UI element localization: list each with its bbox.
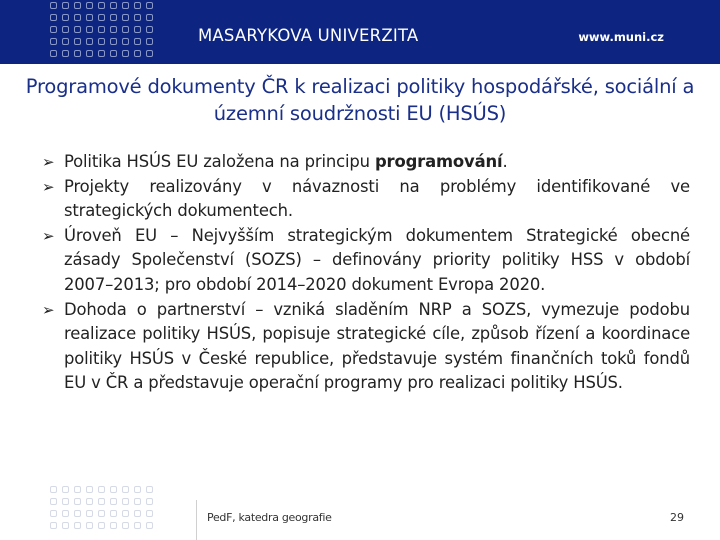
logo-dot xyxy=(110,498,117,505)
logo-dot xyxy=(134,522,141,529)
logo-dot xyxy=(74,522,81,529)
logo-dot xyxy=(62,522,69,529)
logo-dot xyxy=(134,38,141,45)
logo-dot xyxy=(122,2,129,9)
logo-dot xyxy=(110,2,117,9)
logo-dot xyxy=(110,510,117,517)
footer-dot-grid xyxy=(50,486,170,540)
logo-dot xyxy=(110,522,117,529)
logo-dot xyxy=(110,26,117,33)
bullet-list xyxy=(42,150,690,396)
logo-dot xyxy=(62,2,69,9)
logo-dot xyxy=(146,510,153,517)
logo-dot xyxy=(122,486,129,493)
logo-dot xyxy=(86,2,93,9)
logo-dot xyxy=(62,510,69,517)
logo-dot xyxy=(98,2,105,9)
arrow-bullet-icon: ➢ xyxy=(42,177,55,196)
logo-dot xyxy=(74,14,81,21)
logo-dot xyxy=(122,14,129,21)
logo-dot xyxy=(110,50,117,57)
arrow-bullet-icon: ➢ xyxy=(42,153,55,171)
logo-dot xyxy=(74,486,81,493)
bullet-item xyxy=(42,175,690,224)
footer-divider xyxy=(196,500,197,540)
logo-dot xyxy=(50,38,57,45)
logo-dot xyxy=(62,486,69,493)
logo-dot xyxy=(98,38,105,45)
logo-dot xyxy=(50,486,57,493)
bullet-item xyxy=(42,298,690,396)
slide-title: Programové dokumenty ČR k realizaci politiky hospodářské, sociální a územní soudržnosti EU (HSÚS) xyxy=(25,75,695,125)
arrow-bullet-icon: ➢ xyxy=(42,300,55,319)
logo-dot xyxy=(146,38,153,45)
logo-dot xyxy=(146,14,153,21)
logo-dot xyxy=(134,510,141,517)
logo-dot xyxy=(98,26,105,33)
logo-dot xyxy=(110,486,117,493)
logo-dot xyxy=(86,522,93,529)
logo-dot xyxy=(146,50,153,57)
bullet-emphasis: programování xyxy=(374,152,503,171)
logo-dot xyxy=(50,522,57,529)
logo-dot xyxy=(122,38,129,45)
arrow-bullet-icon: ➢ xyxy=(42,226,55,245)
logo-dot xyxy=(86,510,93,517)
footer-label: PedF, katedra geografie xyxy=(207,511,332,524)
header-bar xyxy=(0,0,720,64)
logo-dot xyxy=(98,522,105,529)
logo-dot xyxy=(62,26,69,33)
logo-dot xyxy=(62,498,69,505)
logo-dot xyxy=(122,50,129,57)
logo-dot xyxy=(134,498,141,505)
university-website[interactable]: www.muni.cz xyxy=(578,30,664,44)
logo-dot xyxy=(86,38,93,45)
logo-dot xyxy=(86,50,93,57)
logo-dot xyxy=(62,50,69,57)
logo-dot xyxy=(146,26,153,33)
logo-dot xyxy=(134,50,141,57)
logo-dot xyxy=(98,486,105,493)
logo-dot xyxy=(74,50,81,57)
logo-dot xyxy=(74,2,81,9)
logo-dot xyxy=(110,38,117,45)
logo-dot xyxy=(50,50,57,57)
logo-dot xyxy=(50,14,57,21)
logo-dot xyxy=(122,498,129,505)
bullet-item xyxy=(42,224,690,298)
logo-dot xyxy=(98,510,105,517)
logo-dot xyxy=(110,14,117,21)
logo-dot xyxy=(98,14,105,21)
logo-dot xyxy=(134,2,141,9)
logo-dot xyxy=(74,26,81,33)
logo-dot xyxy=(62,14,69,21)
logo-dot xyxy=(50,2,57,9)
bullet-text: Politika HSÚS EU založena na principu xyxy=(64,152,375,171)
logo-dot xyxy=(146,2,153,9)
logo-dot xyxy=(98,50,105,57)
bullet-text: Dohoda o partnerství – vzniká sladěním NRP a SOZS, vymezuje podobu realizace politiky HSÚS, popisuje strategické cíle, způsob řízení a koordinace politiky HSÚS v České republice, představuje systém finančních toků fondů EU v ČR a představuje operační programy pro realizaci politiky HSÚS. xyxy=(64,299,690,393)
logo-dot xyxy=(50,510,57,517)
bullet-text: Úroveň EU – Nejvyšším strategickým dokumentem Strategické obecné zásady Společenství (SOZS) – definovány priority politiky HSS v období 2007–2013; pro období 2014–2020 dokument Evropa 2020. xyxy=(64,225,690,294)
logo-dot xyxy=(86,26,93,33)
logo-dot xyxy=(134,14,141,21)
logo-dot-grid xyxy=(50,2,170,64)
logo-dot xyxy=(146,522,153,529)
logo-dot xyxy=(122,522,129,529)
logo-dot xyxy=(74,498,81,505)
logo-dot xyxy=(50,498,57,505)
logo-dot xyxy=(62,38,69,45)
logo-dot xyxy=(146,498,153,505)
logo-dot xyxy=(74,510,81,517)
logo-dot xyxy=(134,486,141,493)
logo-dot xyxy=(86,498,93,505)
logo-dot xyxy=(74,38,81,45)
logo-dot xyxy=(146,486,153,493)
logo-dot xyxy=(134,26,141,33)
logo-dot xyxy=(86,486,93,493)
university-name: MASARYKOVA UNIVERZITA xyxy=(198,26,419,45)
logo-dot xyxy=(122,510,129,517)
bullet-item xyxy=(42,150,690,175)
bullet-text: Projekty realizovány v návaznosti na problémy identifikované ve strategických dokumentech. xyxy=(64,176,690,221)
logo-dot xyxy=(86,14,93,21)
logo-dot xyxy=(50,26,57,33)
logo-dot xyxy=(122,26,129,33)
bullet-text-end: . xyxy=(502,152,508,171)
logo-dot xyxy=(98,498,105,505)
page-number: 29 xyxy=(670,511,684,524)
